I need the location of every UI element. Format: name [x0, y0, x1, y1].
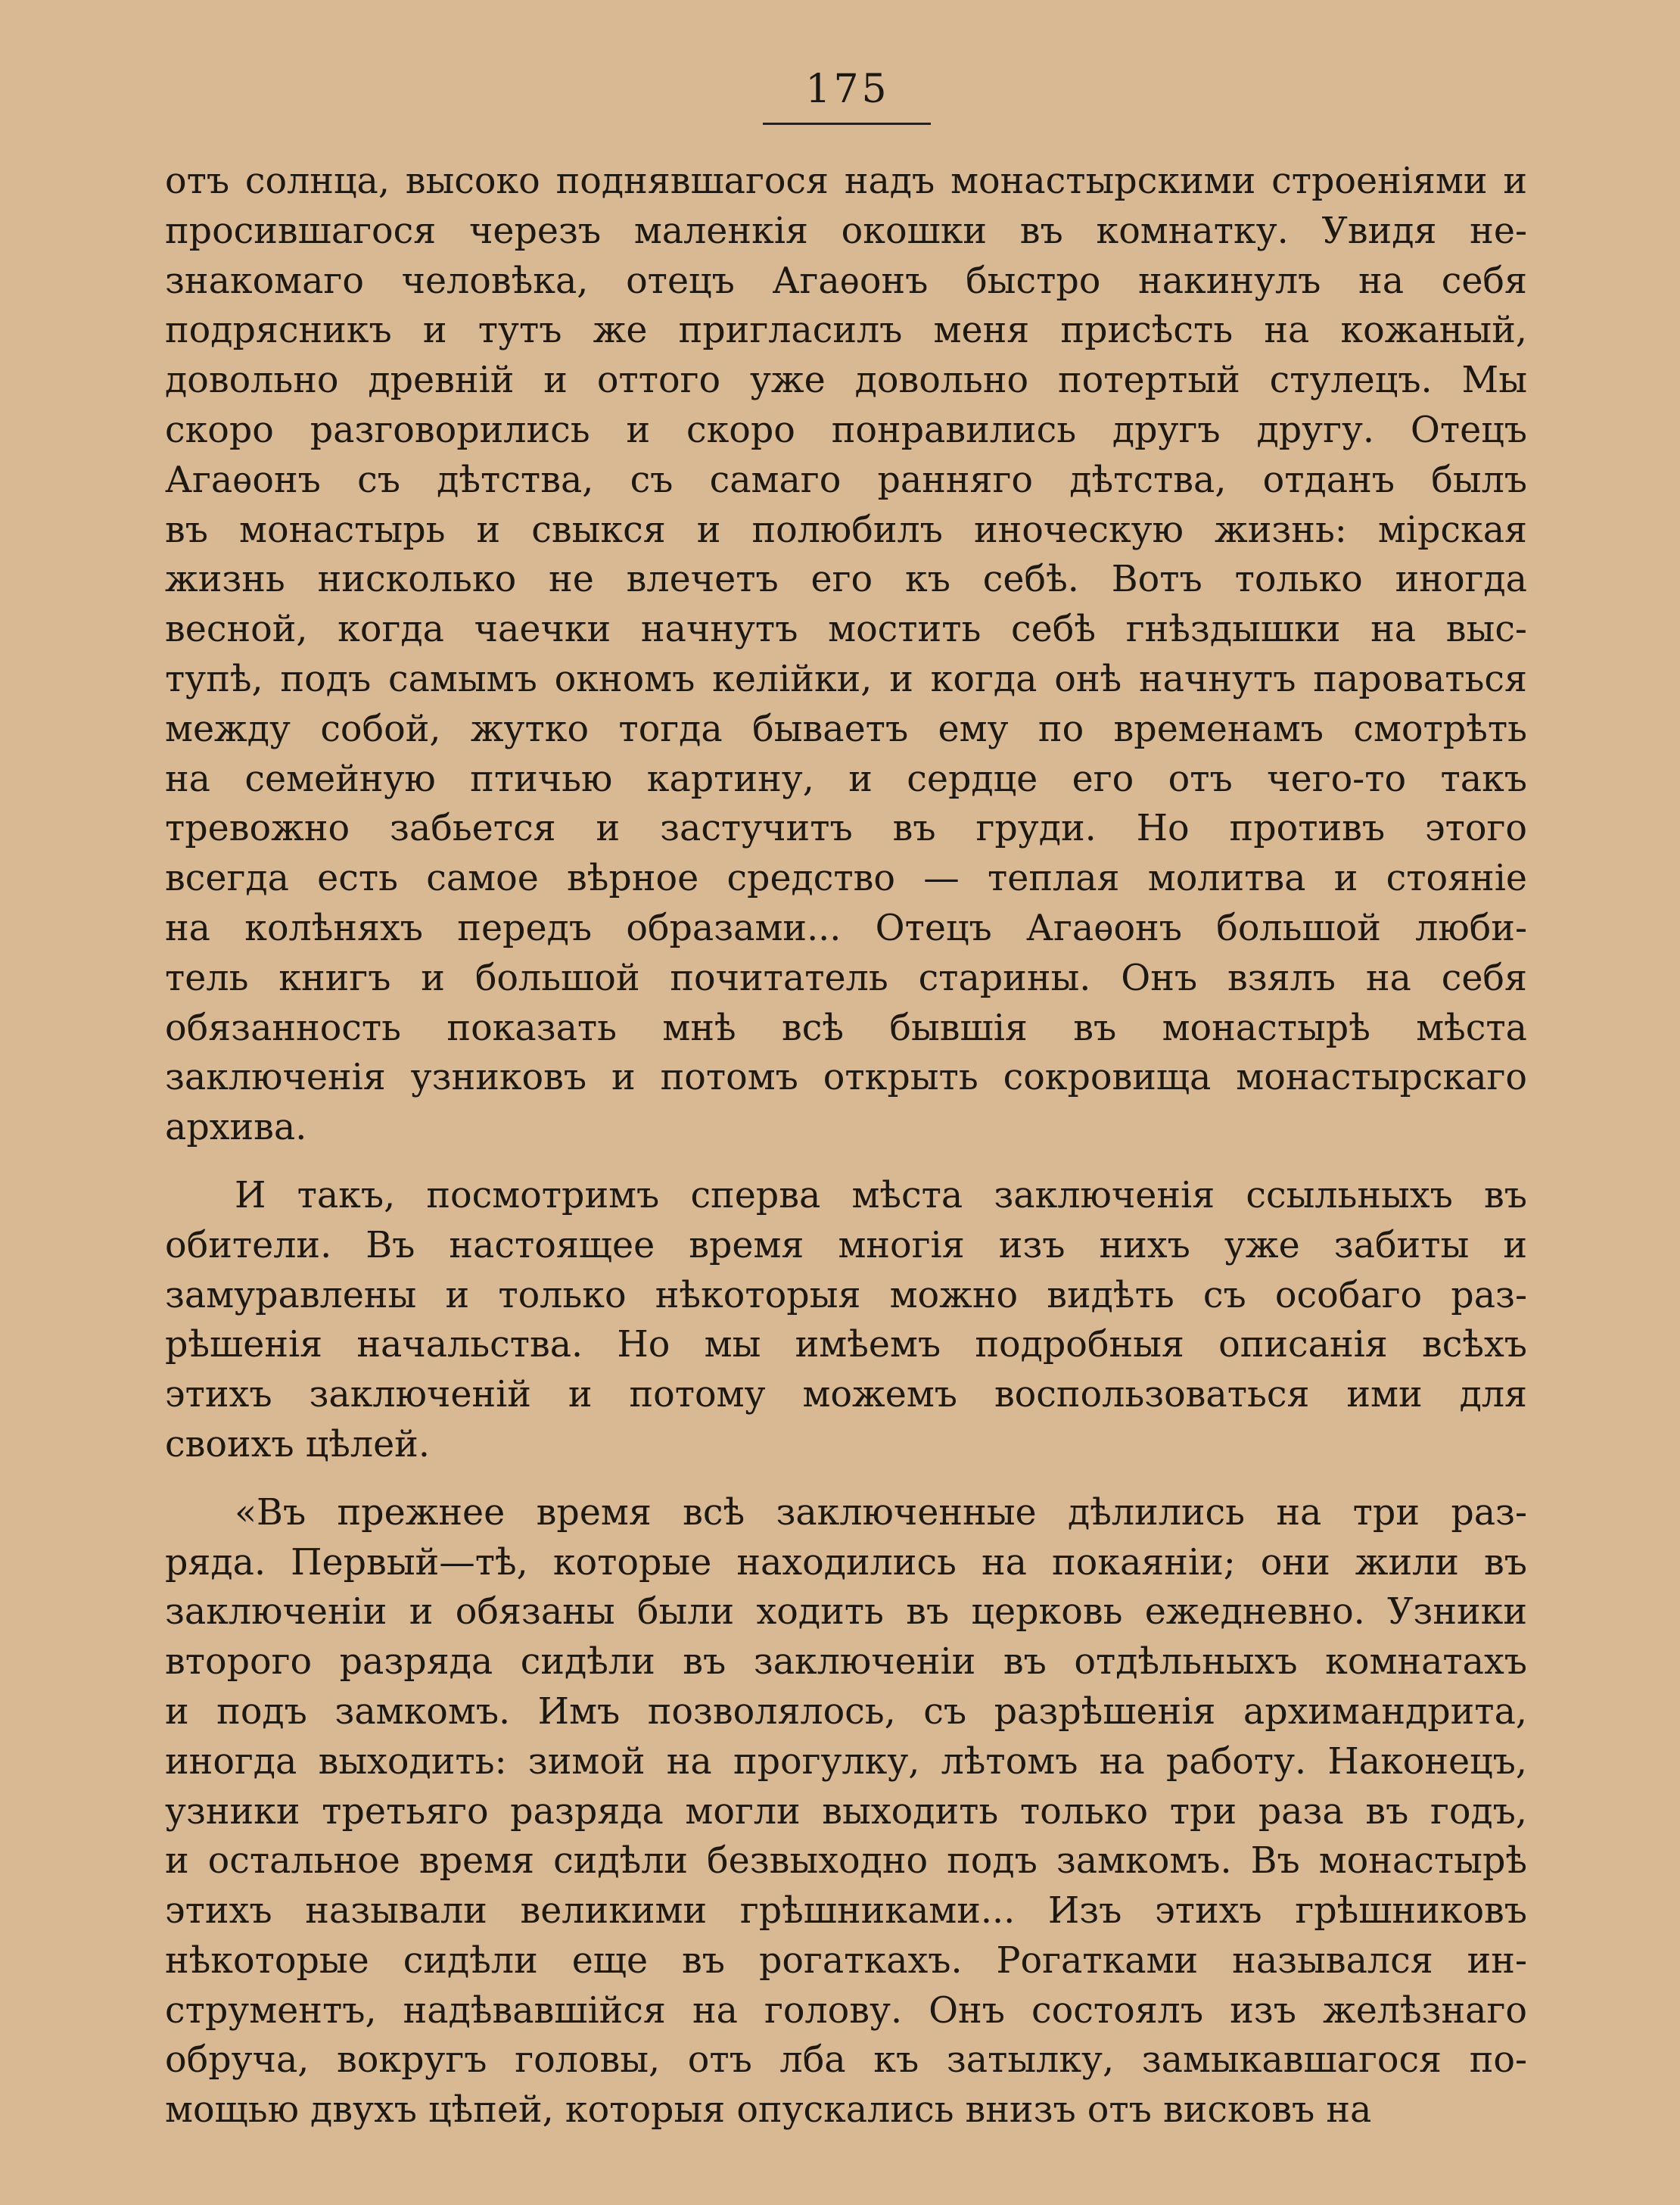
text-line: иногда выходить: зимой на прогулку, лѣтомъ на работу. Наконецъ,: [165, 1740, 1527, 1783]
text-line: И такъ, посмотримъ сперва мѣста заключенiя ссыльныхъ въ: [235, 1174, 1527, 1216]
page-number-underline: [763, 123, 931, 125]
paragraph: [165, 157, 1527, 1153]
text-line: подрясникъ и тутъ же пригласилъ меня присѣсть на кожаный,: [165, 310, 1527, 352]
text-line: этихъ заключенiй и потому можемъ воспользоваться ими для: [165, 1374, 1527, 1416]
text-line: жизнь нисколько не влечетъ его къ себѣ. Вотъ только иногда: [165, 559, 1527, 601]
text-line: обязанность показать мнѣ всѣ бывшiя въ монастырѣ мѣста: [165, 1007, 1527, 1049]
text-line: въ монастырь и свыкся и полюбилъ иноческую жизнь: мiрская: [165, 509, 1527, 551]
text-line: отъ солнца, высоко поднявшагося надъ монастырскими строенiями и: [165, 160, 1527, 202]
paragraph: [165, 1171, 1527, 1470]
text-line: своихъ цѣлей.: [165, 1423, 430, 1465]
text-line: узники третьяго разряда могли выходить только три раза въ годъ,: [165, 1790, 1527, 1833]
text-line: нѣкоторые сидѣли еще въ рогаткахъ. Рогатками назывался ин-: [165, 1939, 1527, 1982]
text-line: знакомаго человѣка, отецъ Агаѳонъ быстро накинулъ на себя: [165, 260, 1527, 302]
text-line: просившагося черезъ маленкiя окошки въ комнатку. Увидя не-: [165, 210, 1527, 252]
text-line: струментъ, надѣвавшiйся на голову. Онъ состоялъ изъ желѣзнаго: [165, 1989, 1527, 2032]
text-line: между собой, жутко тогда бываетъ ему по временамъ смотрѣть: [165, 708, 1527, 750]
text-line: рѣшенiя начальства. Но мы имѣемъ подробныя описанiя всѣхъ: [165, 1324, 1527, 1366]
text-line: заключенiи и обязаны были ходить въ церковь ежедневно. Узники: [165, 1591, 1527, 1634]
text-line: мощью двухъ цѣпей, которыя опускались внизъ отъ висковъ на: [165, 2089, 1372, 2132]
page-number: 175: [805, 67, 890, 112]
text-line: обруча, вокругъ головы, отъ лба къ затылку, замыкавшагося по-: [165, 2039, 1527, 2082]
text-line: довольно древнiй и оттого уже довольно потертый стулецъ. Мы: [165, 360, 1527, 402]
text-line: замуравлены и только нѣкоторыя можно видѣть съ особаго раз-: [165, 1274, 1527, 1316]
text-line: тревожно забьется и застучитъ въ груди. Но противъ этого: [165, 808, 1527, 850]
text-line: тупѣ, подъ самымъ окномъ келiйки, и когда онѣ начнутъ пароваться: [165, 658, 1527, 700]
text-line: и подъ замкомъ. Имъ позволялось, съ разрѣшенiя архимандрита,: [165, 1690, 1527, 1733]
text-line: Агаѳонъ съ дѣтства, съ самаго ранняго дѣтства, отданъ былъ: [165, 459, 1527, 501]
text-line: ряда. Первый—тѣ, которые находились на покаянiи; они жили въ: [165, 1541, 1527, 1584]
text-line: на колѣняхъ передъ образами... Отецъ Агаѳонъ большой люби-: [165, 907, 1527, 949]
text-line: «Въ прежнее время всѣ заключенные дѣлились на три раз-: [235, 1491, 1527, 1534]
text-line: заключенiя узниковъ и потомъ открыть сокровища монастырскаго: [165, 1057, 1527, 1099]
text-line: весной, когда чаечки начнутъ мостить себѣ гнѣздышки на выс-: [165, 609, 1527, 651]
text-line: второго разряда сидѣли въ заключенiи въ отдѣльныхъ комнатахъ: [165, 1641, 1527, 1683]
text-line: архива.: [165, 1107, 307, 1149]
text-line: скоро разговорились и скоро понравились другъ другу. Отецъ: [165, 409, 1527, 451]
text-line: этихъ называли великими грѣшниками... Изъ этихъ грѣшниковъ: [165, 1890, 1527, 1932]
text-line: и остальное время сидѣли безвыходно подъ замкомъ. Въ монастырѣ: [165, 1840, 1527, 1883]
text-line: тель книгъ и большой почитатель старины. Онъ взялъ на себя: [165, 957, 1527, 999]
body-text: [165, 157, 1527, 2154]
text-line: обители. Въ настоящее время многiя изъ нихъ уже забиты и: [165, 1224, 1527, 1266]
text-line: на семейную птичью картину, и сердце его отъ чего-то такъ: [165, 758, 1527, 800]
text-line: всегда есть самое вѣрное средство — теплая молитва и стоянiе: [165, 858, 1527, 900]
paragraph: [165, 1488, 1527, 2135]
